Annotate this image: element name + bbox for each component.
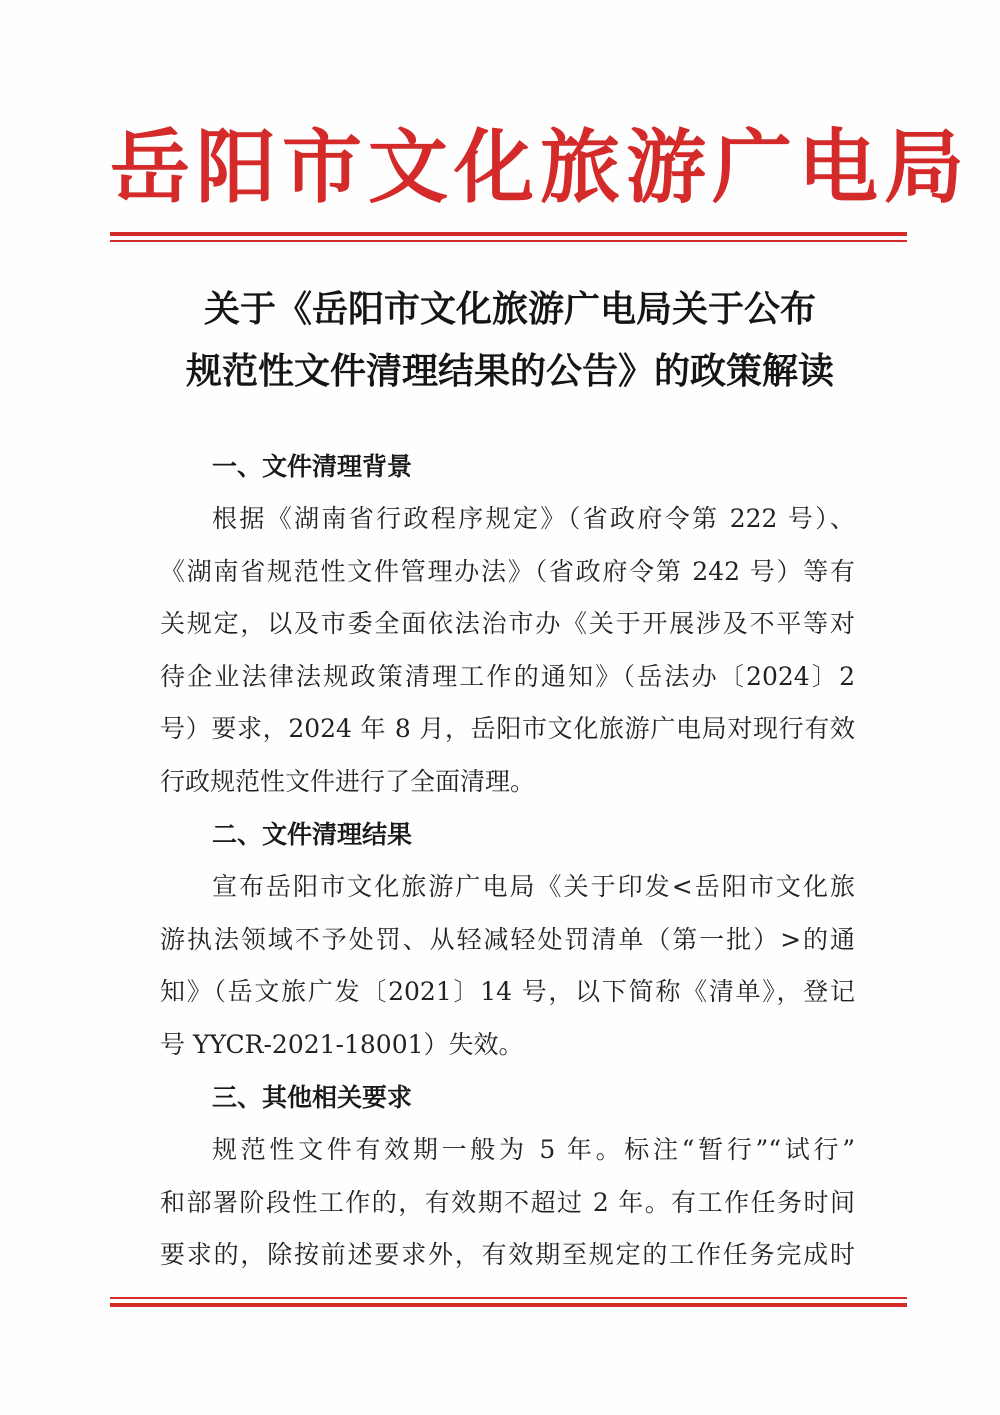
paragraph-line: 号 YYCR-2021-18001）失效。 [160, 1029, 524, 1059]
paragraph-line: 待企业法律法规政策清理工作的通知》（岳法办〔2024〕2 [160, 661, 855, 691]
paragraph-line: 知》（岳文旅广发〔2021〕14 号，以下简称《清单》，登记 [160, 977, 855, 1007]
paragraph-line: 关规定，以及市委全面依法治市办《关于开展涉及不平等对 [160, 609, 855, 639]
letterhead-org-name: 岳阳市文化旅游广电局 [110, 120, 970, 214]
paragraph-line: 号）要求，2024 年 8 月，岳阳市文化旅游广电局对现行有效 [160, 714, 855, 744]
document-title [110, 278, 910, 402]
paragraph-line: 行政规范性文件进行了全面清理。 [160, 766, 536, 796]
paragraph-line: 《湖南省规范性文件管理办法》（省政府令第 242 号）等有 [160, 556, 855, 586]
footer-rule-thick [110, 1303, 907, 1307]
paragraph-line: 和部署阶段性工作的，有效期不超过 2 年。有工作任务时间 [160, 1187, 855, 1217]
letterhead-rule-thin [110, 240, 907, 242]
paragraph-line: 规范性文件有效期一般为 5 年。标注“暂行”“试行” [212, 1135, 855, 1164]
paragraph-line: 要求的，除按前述要求外，有效期至规定的工作任务完成时 [160, 1240, 855, 1270]
footer-rule-thin [110, 1297, 907, 1299]
section-1-heading: 一、文件清理背景 [212, 452, 413, 481]
paragraph-line: 游执法领域不予处罚、从轻减轻处罚清单（第一批）>的通 [160, 924, 855, 954]
section-2-heading: 二、文件清理结果 [212, 820, 413, 849]
paragraph-line: 根据《湖南省行政程序规定》（省政府令第 222 号）、 [212, 504, 855, 533]
document-title-line-2: 规范性文件清理结果的公告》的政策解读 [185, 350, 834, 392]
section-3-paragraph [160, 1124, 855, 1282]
document-title-line-1: 关于《岳阳市文化旅游广电局关于公布 [203, 288, 816, 330]
letterhead-rule-thick [110, 232, 907, 236]
paragraph-line: 宣布岳阳市文化旅游广电局《关于印发<岳阳市文化旅 [212, 872, 855, 901]
section-1-paragraph [160, 493, 855, 809]
section-3-heading: 三、其他相关要求 [212, 1083, 413, 1112]
section-2-paragraph [160, 861, 855, 1071]
